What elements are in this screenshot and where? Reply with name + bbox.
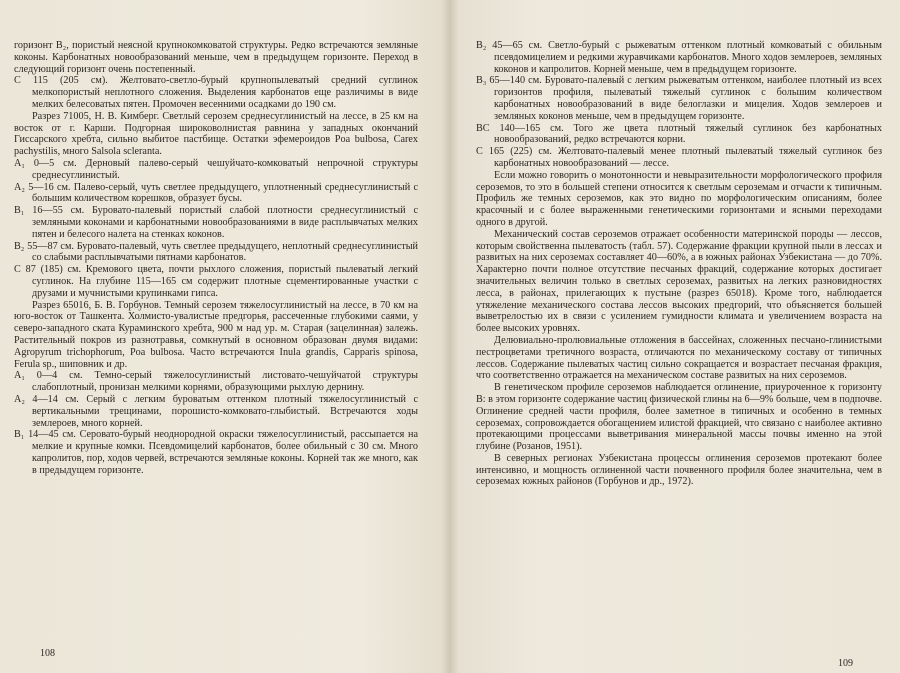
right-page — [476, 40, 882, 488]
horizon-description: A₁ 0—5 см. Дерновый палево-серый чешуйчато-комковатый непрочной структуры среднесуглинистый. — [14, 157, 418, 181]
horizon-description: B₂ 55—87 см. Буровато-палевый, чуть светлее предыдущего, неплотный среднесуглинистый со слабыми расплывчатыми пятнами карбонатов. — [14, 240, 418, 264]
horizon-description: A₂ 4—14 см. Серый с легким буроватым оттенком плотный тяжелосуглинистый с вертикальными трещинами, порошисто-комковато-глыбистый. Встречаются ходы землероев, много корней. — [14, 393, 418, 429]
paragraph: Если можно говорить о монотонности и невыразительности морфологического профиля сероземов, то это в большей степени относится к светлым сероземам и отчасти к типичным. Профиль же темных сероземов, как это видно по морфологическим описаниям, более красочный и с более выраженными генетическими горизонтами и ясными переходами одного в другой. — [476, 169, 882, 228]
horizon-description: A₁ 0—4 см. Темно-серый тяжелосуглинистый листовато-чешуйчатой структуры слабоплотный, пронизан мелкими корнями, образующими рыхлую дернину. — [14, 370, 418, 394]
horizon-description: B₃ 65—140 см. Буровато-палевый с легким рыжеватым оттенком, наиболее плотный из всех горизонтов профиля, пылеватый тяжелый суглинок с большим количеством карбонатных новообразований в виде белоглазки и мицелия. Ходов землероев и земляных коконов меньше, чем в предыдущем горизонте. — [476, 75, 882, 122]
horizon-description: B₁ 16—55 см. Буровато-палевый пористый слабой плотности среднесуглинистый с земляными коконами и карбонатными новообразованиями в виде расплывчатых мелких пятен и белесого налета на стенках коконов. — [14, 205, 418, 240]
horizon-description: C 87 (185) см. Кремового цвета, почти рыхлого сложения, пористый пылеватый легкий суглинок. На глубине 115—165 см содержит плотные сцементированные участки с друзами и мучнистыми крупинками гипса. — [14, 264, 418, 299]
paragraph: Делювиально-пролювиальные отложения в бассейнах, сложенных песчано-глинистыми пестроцветами третичного возраста, отличаются по механическому составу от типичных лессов. Содержание пылеватых частиц сильно сокращается и возрастает песчаная фракция, что соответственно отражается на механическом составе развитых на них сероземов. — [476, 334, 882, 382]
left-page-number: 108 — [40, 648, 55, 659]
horizon-description: C 165 (225) см. Желтовато-палевый менее плотный пылеватый тяжелый суглинок без карбонатных новообразований — лессе. — [476, 146, 882, 169]
paragraph: В северных регионах Узбекистана процессы оглинения сероземов протекают более интенсивно, и мощность оглиненной части почвенного профиля более значительна, чем в сероземах южных районов (Горбунов и др., 1972). — [476, 452, 882, 488]
paragraph: горизонт B₂, пористый неясной крупнокомковатой структуры. Редко встречаются земляные коконы. Карбонатных новообразований меньше, чем в предыдущем горизонте. Переход в следующий горизонт очень постепенный. — [14, 40, 418, 75]
horizon-description: B₁ 14—45 см. Серовато-бурый неоднородной окраски тяжелосуглинистый, рассыпается на мелкие и крупные комки. Псевдомицелий карбонатов, более обильный с 30 см. Много капролитов, пор, ходов червей, встречаются земляные коконы. Корней так же много, как в предыдущем горизонте. — [14, 429, 418, 476]
horizon-description: C 115 (205 см). Желтовато-светло-бурый крупнопылеватый средний суглинок мелкопористый неплотного сложения. Выделения карбонатов еще различимы в виде мелких белесоватых пятен. Промочен весенними осадками до 190 см. — [14, 75, 418, 110]
right-page-number: 109 — [838, 658, 853, 669]
paragraph: Механический состав сероземов отражает особенности материнской породы — лессов, которым свойственна пылеватость (табл. 57). Содержание фракции крупной пыли в лессах и развитых на них сероземах составляет 40—60%, а в южных районах Узбекистана — до 70%. Характерно почти полное отсутствие песчаных фракций, содержание которых достигает значительных величин только в светлых сероземах, развитых на легких разновидностях лесса, в районах, прилегающих к пустыне (разрез 65018). Кроме того, наблюдается утяжеление механического состава лессов высоких предгорий, что объясняется большей выветрелостью их в связи с усилением гумидности климата и увеличением возраста на более высоких уровнях. — [476, 228, 882, 335]
horizon-description: A₂ 5—16 см. Палево-серый, чуть светлее предыдущего, уплотненный среднесуглинистый с большим количеством корешков, образует бусы. — [14, 181, 418, 205]
paragraph: Разрез 71005, Н. В. Кимберг. Светлый серозем среднесуглинистый на лессе, в 25 км на восток от г. Карши. Подгорная широковолнистая равнина у западных окончаний Гиссарского хребта, сильно выбитое пастбище. Остатки эфемероидов Poa bulbosa, Carex pachystilis, много Salsola scleranta. — [14, 110, 418, 158]
left-page — [14, 40, 418, 476]
horizon-description: B₂ 45—65 см. Светло-бурый с рыжеватым оттенком плотный комковатый с обильным псевдомицелием и редкими журавчиками карбонатов. Много ходов землероев, земляных коконов и капролитов. Корней меньше, чем в предыдущем горизонте. — [476, 40, 882, 75]
paragraph: В генетическом профиле сероземов наблюдается оглинение, приуроченное к горизонту B: в этом горизонте содержание частиц физической глины на 6—9% больше, чем в подпочве. Оглинение средней части профиля, более заметное в типичных и особенно в темных сероземах, сопровождается обогащением илистой фракцией, что связано с наиболее активно протекающими процессами выветривания минеральной массы почвы именно на этой глубине (Розанов, 1951). — [476, 382, 882, 453]
horizon-description: BC 140—165 см. Того же цвета плотный тяжелый суглинок без карбонатных новообразований, редко встречаются корни. — [476, 122, 882, 146]
paragraph: Разрез 65016, Б. В. Горбунов. Темный серозем тяжелосуглинистый на лессе, в 70 км на юго-восток от Ташкента. Холмисто-увалистые предгорья, рассеченные глубокими саями, у северо-западного ската Кураминского хребта, 900 м над ур. м. Старая (зацелинная) залежь. Растительный покров из разнотравья, сомкнутый в основном образован двумя видами: Agropyrum trichophorum, Poa bulbosa. Часто встречаются Inula grandis, Capparis spinosa, Ferula sp., шиповник и др. — [14, 299, 418, 370]
